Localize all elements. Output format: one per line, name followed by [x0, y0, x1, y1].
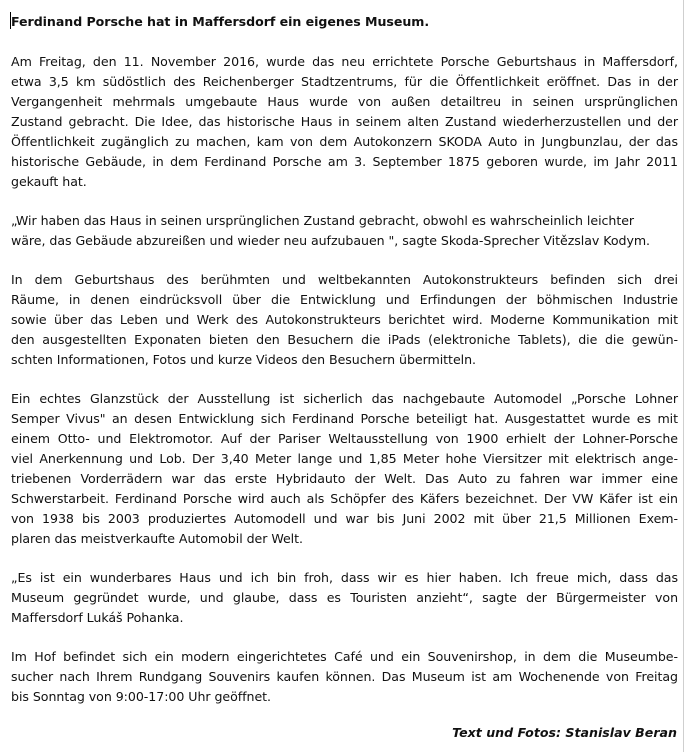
- paragraph-3: [11, 270, 678, 370]
- text-line: etwa 3,5 km südöstlich des Reichenberger Stadtzentrums, für die Öffentlichkeit eröffnet. Das in der: [11, 74, 678, 89]
- text-line: bis Sonntag von 9:00-17:00 Uhr geöffnet.: [11, 689, 272, 704]
- text-line: von 1938 bis 2003 produziertes Automodell und war bis Juni 2002 mit über 21,5 Millionen Exem-: [11, 511, 678, 526]
- text-line: einem Otto- und Elektromotor. Auf der Pariser Weltausstellung von 1900 erhielt der Lohner-Porsche: [11, 431, 678, 446]
- text-line: Am Freitag, den 11. November 2016, wurde das neu errichtete Porsche Geburtshaus in Maffersdorf,: [11, 54, 678, 69]
- text-line: wäre, das Gebäude abzureißen und wieder neu aufzubauen ", sagte Skoda-Sprecher Vitězslav Kodym.: [11, 233, 651, 248]
- text-line: In dem Geburtshaus des berühmten und weltbekannten Autokonstrukteurs befinden sich drei: [11, 272, 678, 287]
- text-line: sucher nach Ihrem Rundgang Souvenirs kaufen können. Das Museum ist am Wochenende von Freitag: [11, 669, 678, 684]
- text-line: Maffersdorf Lukáš Pohanka.: [11, 610, 184, 625]
- text-line: „Wir haben das Haus in seinen ursprünglichen Zustand gebracht, obwohl es wahrscheinlich leichter: [11, 213, 635, 228]
- text-line: viel Anerkennung und Lob. Der 3,40 Meter lange und 1,85 Meter hohe Viersitzer mit elektrisch ange-: [11, 451, 678, 466]
- text-line: Museum gegründet wurde, und glaube, dass es Touristen anzieht“, sagte der Bürgermeister von: [11, 590, 678, 605]
- paragraph-4: [11, 389, 678, 549]
- text-line: plaren das meistverkaufte Automobil der Welt.: [11, 531, 303, 546]
- article-title: Ferdinand Porsche hat in Maffersdorf ein eigenes Museum.: [11, 14, 430, 29]
- text-line: Schwerstarbeit. Ferdinand Porsche wird auch als Schöpfer des Käfers bezeichnet. Der VW Käfer ist ein: [11, 491, 678, 506]
- text-line: Semper Vivus" an desen Entwicklung sich Ferdinand Porsche beteiligt hat. Ausgestattet wurde es mit: [11, 411, 678, 426]
- paragraph-1: [11, 52, 678, 192]
- text-line: Zustand gebracht. Die Idee, das historische Haus in seinem alten Zustand wiederherzustellen und der: [11, 114, 678, 129]
- paragraph-5: [11, 568, 678, 628]
- text-line: sowie über das Leben und Werk des Autokonstrukteurs berichtet wird. Moderne Kommunikation mit: [11, 312, 678, 327]
- text-line: triebenen Vorderrädern war das erste Hybridauto der Welt. Das Auto zu fahren war immer eine: [11, 471, 678, 486]
- text-line: Im Hof befindet sich ein modern eingerichtetes Café und ein Souvenirshop, in dem die Museumbe-: [11, 649, 678, 664]
- text-line: schten Informationen, Fotos und kurze Videos den Besuchern übermitteln.: [11, 352, 476, 367]
- document-body[interactable]: [11, 12, 678, 726]
- text-line: Ein echtes Glanzstück der Ausstellung ist sicherlich das nachgebaute Automodel „Porsche Lohner: [11, 391, 678, 406]
- paragraph-2: [11, 211, 678, 251]
- text-line: den ausgestellten Exponaten bieten den Besuchern die iPads (elektroniche Tablets), die die gewün-: [11, 332, 678, 347]
- text-line: historische Gebäude, in dem Ferdinand Porsche am 3. September 1875 geboren wurde, im Jahr 2011: [11, 154, 678, 169]
- text-line: „Es ist ein wunderbares Haus und ich bin froh, dass wir es hier haben. Ich freue mich, dass das: [11, 570, 678, 585]
- text-line: Vergangenheit mehrmals umgebaute Haus wurde von außen detailtreu in seinen ursprünglichen: [11, 94, 678, 109]
- author-byline: Text und Fotos: Stanislav Beran: [452, 725, 677, 740]
- text-line: gekauft hat.: [11, 174, 87, 189]
- paragraph-6: [11, 647, 678, 707]
- text-line: Räume, in denen eindrücksvoll über die Entwicklung und Erfindungen der böhmischen Industrie: [11, 292, 678, 307]
- text-line: Öffentlichkeit zugänglich zu machen, kam von dem Autokonzern SKODA Auto in Jungbunzlau, der das: [11, 134, 678, 149]
